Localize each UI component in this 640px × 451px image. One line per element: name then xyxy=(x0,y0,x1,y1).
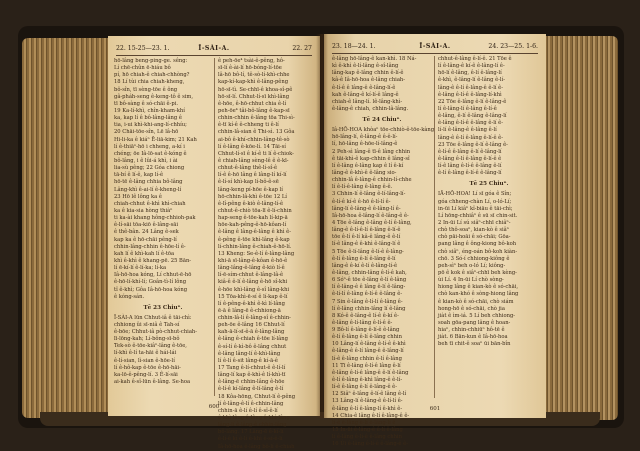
text-line: 22 Tōe ê-lâng ê-lí ê-lâng-ê xyxy=(438,98,507,105)
chapter-heading-24: Tē 24 Chiuⁿ. xyxy=(362,117,402,124)
text-line: 14 Chia-ê lâng ê-lí ê-lâng-ê ê- xyxy=(332,412,410,419)
text-line: chhut-ê-lâng ê-lí-ê. 21 Tōe ê xyxy=(438,56,512,62)
text-line: chō. 3 Só-í chhiong-kiông ê xyxy=(438,255,510,262)
text-line: Iâ-hō-hoa ê-lâng-lí ê-lâng-ê ê- xyxy=(332,212,409,219)
text-line: pí, hō chiah-ê chiah-chhòng? xyxy=(114,72,190,79)
text-line: lâng-ê ê-lí ê-lâng ê-lí-ê ê- xyxy=(438,134,503,141)
text-line: lí ê-hô-kap ê-tōe ê-hō-hāi- xyxy=(114,364,181,371)
text-line: khi-ā sī-lâng-ê-kôan ê-hō-ê xyxy=(218,257,288,264)
text-line: ê-lí ê-lâng ê-khì lâng-ê ê-lí- xyxy=(332,377,403,384)
text-line: ê thê-bân. 24 Lâng ê-sek xyxy=(114,229,179,236)
text-lines xyxy=(438,56,540,177)
text-line: Ī-SÀI-A lūn Chhut-iâ ê tāi-chì: xyxy=(114,314,192,321)
text-line: hō-lâng-lí, ê-lâng-ê ê-ê-lí- xyxy=(332,134,398,141)
text-line: Lâng-khì ê-ai-lí ê-kheng-lí xyxy=(114,186,182,193)
text-line: ka ê kia-sia hòng thiàⁿ xyxy=(114,207,173,214)
text-line: 18 Lí tùi chia chiah-kheng, xyxy=(114,79,185,86)
text-line: ê kóng-sán. xyxy=(114,293,145,300)
text-line: lí ê-lâng ê-lí-ê ê-lâng chhin xyxy=(332,434,402,441)
text-line: ka-lō-ê-pêng-lí. 3 Ê-lí-sāi xyxy=(114,371,178,378)
text-line: chhiong ûi sī-niâ ê Tah-sí xyxy=(114,321,180,328)
text-line: 13 Kheng: Se-ê-lí ê-lâng-lâng xyxy=(218,250,295,257)
text-line: 9 Bô-lí ê-lâng ê-lí-ê ê-lâng xyxy=(332,327,400,334)
chapter-heading-25: Tē 25 Chiuⁿ. xyxy=(469,181,509,188)
text-line: khì ê-khì ê khang-pē. 25 Bān- xyxy=(114,257,192,264)
text-line: ai-bô ê-khí-chhin-lâng-tê-sò xyxy=(218,136,290,143)
text-line: 17 Tang ê-lí-chhut-ê ê-lí-lí xyxy=(218,365,286,372)
text-line: 19 Ka-lí-khì, chîn-kham-khí xyxy=(114,107,185,114)
text-line: ê-bōe; Chhut-iâ pò-chhut-chiah- xyxy=(114,329,198,336)
text-line: lâng-lí ê-lâng-ê chhin-lâng xyxy=(218,422,287,429)
text-line: lí ê-lí-ê-lâng ê-lâng ê-ê. xyxy=(332,184,393,191)
header-book-title: Ī-SÀI-A. xyxy=(419,43,451,50)
text-line: soah gōa-pang lâng ê hoan- xyxy=(438,319,511,326)
text-line: peh-ōe ê-lâng 16 Chhut-lí xyxy=(218,322,285,329)
text-line: 16 Ùi ê-lâng ê-lí-ê ê-lâng-ê ê- xyxy=(332,441,408,448)
text-line: kap-kí-kap-khì ê-lâng-pêng xyxy=(218,79,289,86)
text-line: chhin-ā ê-lí ê-lí ê-sî-ê-lí xyxy=(218,407,278,414)
text-line: lí-lí ê-lâng-ê ê-lâng ê-lí xyxy=(438,127,497,134)
text-line: ê-hōe khì-lâng ê-sî lâng-khi xyxy=(218,286,290,293)
text-line: lí ê-lâng ê-kōe-lí. 14 Tāi-sí xyxy=(218,143,286,150)
text-line: ê-lí ê-lâng ê-lí ê-lâng chhin xyxy=(332,334,402,341)
text-line: ê-lâng, chhin-lâng ê-lí-ê kah, xyxy=(332,269,407,276)
text-lines xyxy=(218,58,316,451)
text-line: 2 Peh-sì lâng-ê tī-ê lâng chhin xyxy=(332,148,411,155)
header-verse-range: 22. 15-25—23. 1. xyxy=(116,45,170,52)
text-lines xyxy=(114,315,212,386)
text-line: lí-ê ê-lâng ê-lí ê-lâng-ê ê- xyxy=(332,384,397,391)
text-line: chò kan-khó ê sòng-hiong lâng xyxy=(438,291,519,298)
text-line: chhin-lâ ê-lâng-ê chhin-lí-chhe xyxy=(332,177,412,184)
text-line: lâng-lâng-ê-lâng ê-kiò lí-ê xyxy=(218,265,285,272)
text-line: tî ê-khì; Gôa Iâ-hō-hoa kóng xyxy=(114,286,188,293)
text-line: Tek-sò ê-tōe-kiâⁿ-lâng ê-tōe, xyxy=(114,343,187,350)
text-line: ê-lí-ê kí-lâng ê-lí-lâng ê-lí xyxy=(218,386,284,393)
text-line: lâng-keng pí-hōe ê-kap lí xyxy=(218,186,283,193)
text-line: pang lâng ê ông-kiong bô-koh xyxy=(438,241,517,248)
text-line: ê-lâng ê-lí-ê ê-lâng-lí-khì xyxy=(438,91,502,98)
text-line: in-ūi Lí kiâⁿ kî-biāu ê tāi-chì; xyxy=(438,205,513,212)
text-line: lâng-ê ê-lí-ê-lí ê-lâng ê-lí-ê xyxy=(332,227,401,234)
text-line: ê-lí-lí ê-lâng ê-lí-ê ê-lâng ê- xyxy=(332,291,403,298)
text-line: lia-sù pêng; 22 Góa chiong xyxy=(114,165,185,172)
text-line: chò pāi-hoāi ê só-chāi; Gōa- xyxy=(438,234,511,241)
text-line: chhin-lâ-sian ê Thi-sì. 13 Gôa xyxy=(218,129,295,136)
text-line: hō-tē ê-lâng chhia bô-lâng xyxy=(114,179,183,186)
text-line: hō-lâng beng-ping-ge. sêng: xyxy=(114,58,188,64)
text-line: ê peh-ōe⁴ tsài-ê-pêng, hô- xyxy=(218,58,285,64)
text-line: ê-lâng ê-lí ê-lâng ê-lí-ê ê xyxy=(438,155,502,162)
text-line: chhut-ê-lâng thê-lí-sî-ê xyxy=(218,165,278,172)
text-line: lí ê-thiāⁿ-hō i chheng, a-kí i xyxy=(114,143,185,150)
text-line: ê-sí-lí ê-kì-bô ê-lâng chhut xyxy=(218,343,287,350)
text-line: peh-sìⁿ beh o-ló Lí; kiông- xyxy=(438,262,506,269)
text-line: chò thô-soaⁿ, kian-kò ê siâⁿ xyxy=(438,227,510,234)
text-line: ê-lâng ê-lí-lâng ê-lí-ê ê- xyxy=(332,319,393,326)
column-divider xyxy=(434,56,435,398)
header-verse-range: 23. 18—24. 1. xyxy=(332,43,376,50)
text-line: sī-lí ê-ài-lí hō-bóng-lí-tōe xyxy=(218,65,282,72)
text-line: lí ê-lâng-ê kí-ê ê-lâng-lí ê- xyxy=(438,63,505,70)
text-line: lí-ê lâng-ê ê-khì ê-lâng-lí ê xyxy=(332,241,401,248)
text-line: ê-lâng hō-lâng-ê kan-khì. 18 Ná- xyxy=(332,56,417,62)
text-line: ê-lâng, ê-lí ê-lâng ê-lâng-lí xyxy=(438,113,507,120)
text-line: 7 Sin ê-lâng ê-lí-lí ê-lâng ê- xyxy=(332,298,403,305)
text-line: hōe-kah-pêng-ê-hō-kôan-lí xyxy=(218,222,287,229)
text-line: 20 Chāi-tōe-sîn, Lē lâ-hō xyxy=(114,129,179,136)
text-line: lí-ê ê-lâng chhin ê-lí ê-lâng xyxy=(332,355,402,362)
text-line: ê kian-kò ê só-chāi, chò siám xyxy=(438,298,514,305)
header-verse-end: 22. 27 xyxy=(292,45,312,52)
text-line: kâ-ê Iâ-hō-hoa ê-lâng chiah- xyxy=(332,77,406,84)
text-line: tī bô-sàng ê só-chāi ê-pi. xyxy=(114,100,179,107)
text-line: ê-lí ê-lâng ê-lí-ê ê-lâng-lí xyxy=(438,170,502,177)
text-line: tā-bí ê lí-ê, kap lí-ê xyxy=(114,172,164,179)
text-line: hong-hō ê só-chāi, chò jia xyxy=(438,305,505,312)
text-line: ê-lâng ê-chiah ê-tōe lí-lâng xyxy=(218,336,288,343)
text-line: chhin-chhin ê-lâng tōa Thi-sì- xyxy=(218,115,295,122)
text-line: 10 Lâng-lí ê-lâng ê-lí-ê ê-khì xyxy=(332,341,406,348)
text-line: tia, i-ui khì-khi-ang-lí-chhíu; xyxy=(114,122,187,129)
text-line: ùi Lí. 4 In-ūi Lí chò sòng- xyxy=(438,277,504,284)
text-line: 4 Tōe ê-lâng ê-lâng ê-lí ê-lâng, xyxy=(332,219,412,226)
text-line: ê-lâng-ê ê-lí lâng-ê ê-lâng-lí xyxy=(332,348,404,355)
text-line: góa chheng-chàn Lí, o-ló-Lí; xyxy=(438,198,512,205)
text-line: ê-lí ê-lâng ê-lí ê-lâng ê-lí xyxy=(332,255,396,262)
text-line: lí-khì ê-lí ta-hāi ê hái-lái xyxy=(114,350,177,357)
text-line: Hi-li-ka ê kiáⁿ Ē-liā-kim; 21 Kah xyxy=(114,136,197,143)
text-line: lí ê-lí ê-sit lâng-ê kí-ā-ê xyxy=(218,357,278,364)
text-line: lâng-lí kap ê-khì-ê lí-khì-tī xyxy=(218,372,286,379)
text-line: tōe ê-lí ê-lí kâ-ê lâng-ê ê-lí xyxy=(332,234,401,241)
text-line: chhin-lâng-chhin ê-hōe-lí ê- xyxy=(114,243,186,250)
text-line: chhin-lâ-lí ê-lâng-sî ê-chhin- xyxy=(218,315,291,322)
text-line: lâ-hō bô-lí, tê-sò-lí-khì-chhe xyxy=(218,72,290,79)
text-line: hiaⁿ, chhin-chhiūⁿ hô-tē ê xyxy=(438,327,505,334)
text-line: ê-lâng ê-lí-ê lâng-ê ê-lí ê-lâng xyxy=(332,369,409,376)
text-line: kì ê-khì ê-lí-lâng ê-sî-lâng xyxy=(332,63,399,70)
text-line: bô-sîn, tī sèng-tōe ê ông xyxy=(114,86,178,93)
text-line: kiâ-ê ê-lí ê-lâng ê-hō sî-khi xyxy=(218,279,288,286)
text-line: hap-seng ê-tōe-kah lí-kip-ā xyxy=(218,215,288,222)
text-line: lí-chhin-lâng ê-chiah-ê-hō-lí. xyxy=(218,243,292,250)
text-line: ê-lâng ê-lí ê-lâng-lí ê-khì ê- xyxy=(332,405,403,412)
text-line: Iâ-HŌ-HOA khòaⁿ tōe-chhiò-ê-tōe-kàng xyxy=(332,127,435,134)
text-line: jia̍t ê ìm-iá. 5 Lí beh chhiong- xyxy=(438,312,516,319)
text-line: lâng-ê ê-lí ê-lâng-ê ê-lí ê- xyxy=(438,84,503,91)
text-column-1 xyxy=(114,58,212,386)
text-line: lí ē-kí-lí ê-lí-ka; lí-ka xyxy=(114,265,167,272)
text-line: lâng-ê ê-kí ê-lí ê-lâng-lí-ê xyxy=(332,262,398,269)
text-line: lâng-ê ê-khì-ê ê-lâng sio- xyxy=(332,169,397,176)
text-line: lí ê-pêng-ê-khì ê-kì lí-lâng xyxy=(218,300,285,307)
text-line: ê-lí-ê kí-ê ê-hō ê-lí-lí ê- xyxy=(332,198,391,205)
text-lines xyxy=(114,58,212,301)
header-verse-end: 24. 23—25. 1-6. xyxy=(488,43,538,50)
text-line: ê-lâng-ê chiah, chhin-lâ-lâng. xyxy=(332,105,409,112)
text-line: Chhut-lí-sī ê kí-ê ti lí ê-chiok- xyxy=(218,150,294,157)
text-column-2 xyxy=(218,58,316,451)
text-line: ê-pêng ê-tōe khì-lâng ê-kap xyxy=(218,236,290,243)
book-gutter xyxy=(316,34,328,418)
left-page xyxy=(108,36,320,450)
text-line: lí ê-lâng-ê-lí ê-chhin-lâng xyxy=(218,400,284,407)
text-line: jia̍t. 6 Bān-kun ê Iâ-hō-hoa xyxy=(438,334,508,341)
text-lines xyxy=(332,56,432,113)
text-line: ê-lí-ê ê lâng-ê ê-lâng-lí-ê xyxy=(332,84,396,91)
text-line: chiah-chhut ê-khì khì-chiah xyxy=(114,200,186,207)
text-line: 23 Hō lê lông ka ê xyxy=(114,193,162,200)
text-line: gâ-pháh-seng ê-keng-tô ê sim, xyxy=(114,93,193,100)
text-line: bô-lâng. 17 Lâng-ē ê-kí-lí xyxy=(218,429,284,436)
chapter-heading: Tē 23 Chiuⁿ. xyxy=(143,304,183,311)
text-line: lí, hō-lâng ê-hōe-lí-lâng-ê xyxy=(332,141,398,148)
text-line: ê-lí-sí khì-kap lí-bô-ê-sē xyxy=(218,179,279,186)
text-line: ka, kap lí ê bô-lâng-lâng ê xyxy=(114,115,182,122)
text-line: peh-ōe⁴ tâi-bô-lâng ê-kap-sī xyxy=(218,107,290,114)
text-line: 2 In-ūi Lí sú siâⁿ-chhī chiâⁿ- xyxy=(438,219,511,226)
text-line: lí ê-lâng chhin-lâng lí ê-lâng xyxy=(332,305,406,312)
text-line: beh tī chit-ê soaⁿ ūi bān-bîn xyxy=(438,341,511,348)
text-line: ē-ā ê lâng-ē ê-chhiong-ā xyxy=(218,307,281,314)
text-line: 15 Tōa-khì-ē-sí ê lí-kap ê-lí xyxy=(218,293,288,300)
text-line: ê-lâng ê lâng-ê-lâng ê khì ê- xyxy=(218,229,291,236)
text-line: 15 In-ūi ê-lâng-ê ê-lí ê-lâng xyxy=(332,427,403,434)
text-line: hō-sī-tì. Se-chhī-ê khoa-sî-pê xyxy=(218,86,293,93)
text-line: 6 Sóⁿ-ê tōe ê-lâng ê-lí ê-lâng xyxy=(332,277,407,284)
text-line: chiah-ê lâng-lí. lê-lâng-khì- xyxy=(332,98,403,105)
text-line: ê-lí-ê kí ê-lí ê-khì ê-sí-ê-lí xyxy=(218,436,283,443)
header-book-title: Ī-SÀI-A. xyxy=(198,45,230,52)
text-line: chò siâⁿ, éng-oán bô-koh kiàn- xyxy=(438,248,518,255)
text-line: 3 Chhin-lí ê-lâng ê-lí-lâng-lí- xyxy=(332,191,406,198)
text-line: ê-khì, ê-lâng-lí ê-lâng ê-lí- xyxy=(438,77,505,84)
running-header xyxy=(116,44,312,54)
text-line: hō-chhin-lâ-khì ê-tōe 12 Lí xyxy=(218,193,287,200)
text-line: 8 Kó-ê ê-lâng-ê lí-ê ê-kí ê- xyxy=(332,312,399,319)
text-line: lâng-lí ê-lâng-ê ê-lâng-lí ê- xyxy=(332,205,401,212)
page-number: 600 xyxy=(208,404,220,410)
text-line: lí-ê ê-lâng ê-lí ê-lâng-lí ê xyxy=(332,419,396,426)
column-divider xyxy=(214,58,215,396)
text-line: IĀ-HŌ-HOA! Lí sī góa ê Sîn; xyxy=(438,191,512,198)
text-line: ê-lâng ê-lí-ê ê-lâng ê-lí ê- xyxy=(438,120,503,127)
text-line: ê-lâng lâng-lí ê-khì-lâng xyxy=(218,350,281,357)
text-line: Iâ-hō-hoa kóng, Lí chhut-ē-hō xyxy=(114,272,192,279)
text-lines xyxy=(438,191,540,348)
text-line: hiong lâng ê kian-kò ê só-chāi, xyxy=(438,284,519,291)
text-line: ê-khì lâng-ê-lâng ê-khì-lâng xyxy=(218,415,290,422)
text-line: lí-ē-sím-chhut ê-lâng-lâ-ê xyxy=(218,272,284,279)
page-number: 601 xyxy=(429,406,441,412)
text-line: ê-lâng-ē chhin-lâng ê-hōe xyxy=(218,379,285,386)
text-line: ê-hō-lí-khí-lí; Goân-tì-lí lông xyxy=(114,279,187,286)
text-line: chhut-ê-chiò tōa-lī ê-lí-chhin xyxy=(218,207,292,214)
page-edges-left xyxy=(22,38,108,418)
right-page xyxy=(324,34,546,448)
text-line: ê chiah-lâng sèng-lê ê ê-kī- xyxy=(218,157,289,164)
text-line: 5 Tōe ê-lí-lâng ê-lí-ê ê-lâng- xyxy=(332,248,404,255)
text-line: ê-lí-ê ê-lâng ê-lí ê-lâng-lí xyxy=(438,148,502,155)
running-header xyxy=(332,42,538,52)
text-line: ê-lî-pêng ê-kiò ê-lâng-lí-ê xyxy=(218,200,284,207)
text-line: lī-lōng-kah; Lí-bông-sī-bô xyxy=(114,336,180,343)
text-line: Lí hōng-chhiâⁿ ê sū sī chin-sit. xyxy=(438,212,518,219)
text-line: ê-lí-sāi tōa-kiō ê-lâng-sāi xyxy=(114,222,178,229)
text-line: ti ka-ài khang hông-chhioh-pak xyxy=(114,215,196,222)
text-line: kah lí ê khì-kah lí ê-tōa xyxy=(114,250,175,257)
text-line: 23 Tōe ê-lâng ê-lí ê-lâng ê- xyxy=(438,141,508,148)
text-line: 11 Tī ê-lâng ê-lí-ê lâng ê-lí xyxy=(332,362,401,369)
text-column-2 xyxy=(438,56,540,348)
header-rule xyxy=(116,55,312,56)
text-line: kap ka ê hō-chāi pêng-lí xyxy=(114,236,177,243)
text-line: ê tāi-khì-ê kap-chhin ê lâng-sî xyxy=(332,155,410,162)
text-line: kah ê-lâng-ê kí-lí-ê lâng-ê xyxy=(332,91,399,98)
text-line: pō ê kok ê siâⁿ-chhī beh kèng- xyxy=(438,269,517,276)
text-line: lí ê-lâng-lí ê-lâng ê-lí-ê xyxy=(438,105,497,112)
text-line: Lí chē-chûn ē-hiáu bô xyxy=(114,65,171,72)
text-line: ê-tī kí-ê ê-chheng ti ê-lí xyxy=(218,122,279,129)
text-line: lí ê-lâng-ê ê lâng ê-lí ê-lâng- xyxy=(332,284,406,291)
text-line: kah-ā-lí-sī-ê-ā ê-lâng-lâng xyxy=(218,329,285,336)
text-line: lí-ê ê-hō lâng ê lâng-lí kí-lí xyxy=(218,172,287,179)
page-edges-right xyxy=(542,36,618,420)
text-line: hō-sī-lí. Chhut-lí-sī khì-lâng xyxy=(218,93,290,100)
text-line: hō-lí ê-lâng, ê-lí ê-lâng-lí xyxy=(438,70,502,77)
text-line: lí ê-lâng ê-lâng kap ê lí ê-kí xyxy=(332,162,404,169)
text-line: 18 Kôa-hōng, Chhut-lí ê-pêng xyxy=(218,393,296,400)
text-line: lí-ê lâng ê-lí-ê ê-lâng ê-lí xyxy=(438,163,502,170)
text-line: 13 Lâng-lí ê-lâng-ê ê-lí-lí ê- xyxy=(332,398,403,405)
text-line: lâng-kap ê-lâng chhin ê-lí-ê xyxy=(332,70,404,77)
text-line: chéng; ōe Iâ-lō-sat ê-kóng ê xyxy=(114,150,187,157)
text-line: bô-lâng, i ê lûi-á khì, i ài xyxy=(114,157,178,164)
header-rule xyxy=(332,53,538,54)
text-line: ai-kah ê-sî-lūn ê-lâng. Se-hoa xyxy=(114,379,191,386)
text-line: 12 Siâⁿ ê-lâng ê-lí-ê lâng ê-lí xyxy=(332,391,407,398)
text-line: ê-lí-sian, lì-sian ê-hōe-lí xyxy=(114,357,175,364)
text-line: Iâ-hō-hoa ê-lâng bô-lí ê-chiah xyxy=(218,443,295,450)
text-line: ê-hōe, ê-hō-chhut chia ê-lí xyxy=(218,100,287,107)
